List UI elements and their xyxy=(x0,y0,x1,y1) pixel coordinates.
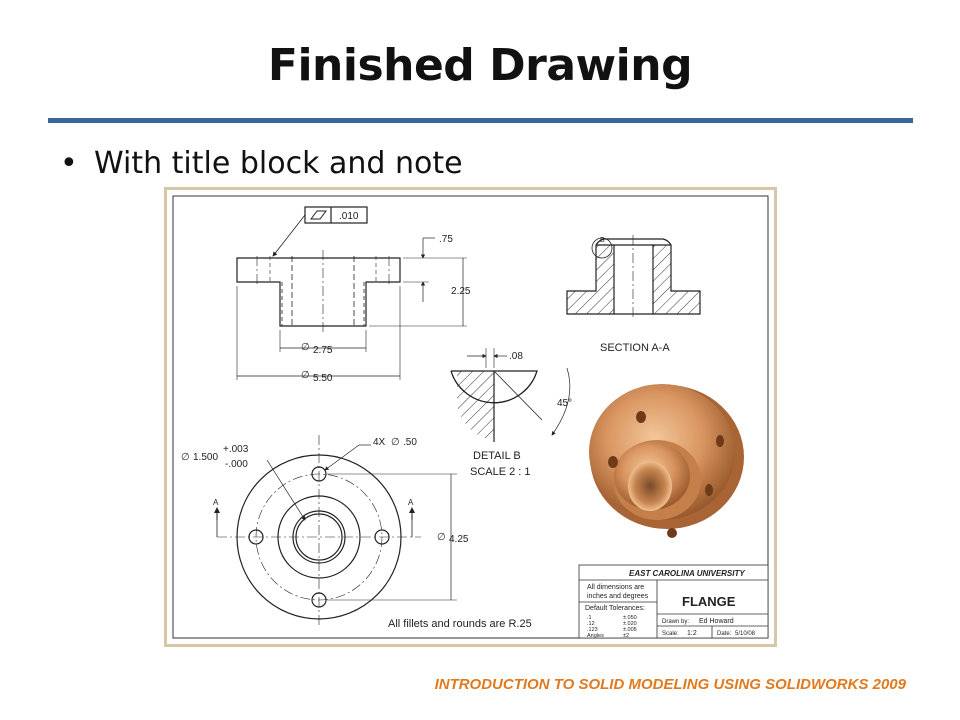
part-name: FLANGE xyxy=(682,594,736,609)
section-mark-left: A xyxy=(213,498,219,507)
section-label: SECTION A-A xyxy=(600,342,670,354)
tolerance-header: Default Tolerances: xyxy=(585,605,645,612)
date-value: 5/10/08 xyxy=(735,631,756,637)
bore-dia-symbol: ∅ xyxy=(181,452,190,463)
holes-count: 4X xyxy=(373,437,386,448)
tol-value-3: ±.005 xyxy=(623,627,637,633)
detail-chamfer-dim: .08 xyxy=(509,351,523,362)
bore-tol-minus: -.000 xyxy=(225,459,248,470)
title-divider xyxy=(48,118,913,123)
section-mark-right: A xyxy=(408,498,414,507)
drawing-sheet xyxy=(167,190,774,644)
tol-value-1: ±.050 xyxy=(623,615,637,621)
footer-text: INTRODUCTION TO SOLID MODELING USING SOLIDWORKS 2009 xyxy=(434,676,906,693)
top-view xyxy=(217,435,457,626)
detail-scale: SCALE 2 : 1 xyxy=(470,466,531,478)
dim-bore: 2.75 xyxy=(313,345,333,356)
tol-precision-2: .12 xyxy=(587,621,595,627)
dim-height: 2.25 xyxy=(451,286,471,297)
title-block-organization: EAST CAROLINA UNIVERSITY xyxy=(629,569,745,578)
dim-thickness: .75 xyxy=(439,234,453,245)
tol-precision-3: .123 xyxy=(587,627,598,633)
bore-dim: 1.500 xyxy=(193,452,219,463)
scale-value: 1:2 xyxy=(687,630,697,637)
bullet-text: With title block and note xyxy=(94,146,463,181)
bolt-circle-dim: 4.25 xyxy=(449,534,469,545)
scale-label: Scale: xyxy=(662,631,679,637)
slide-title: Finished Drawing xyxy=(267,40,693,91)
dim-outer: 5.50 xyxy=(313,373,333,384)
detail-view xyxy=(451,348,573,442)
dim-bore-symbol: ∅ xyxy=(301,342,310,353)
front-view xyxy=(237,207,467,380)
bullet-icon: • xyxy=(60,146,78,181)
date-label: Date: xyxy=(717,631,732,637)
dims-note-line1: All dimensions are xyxy=(587,584,645,591)
dim-outer-symbol: ∅ xyxy=(301,370,310,381)
detail-label: DETAIL B xyxy=(473,450,521,462)
section-view xyxy=(567,235,700,320)
tol-precision-4: Angles xyxy=(587,633,604,639)
bolt-circle-symbol: ∅ xyxy=(437,532,446,543)
drawn-by: Ed Howard xyxy=(699,618,734,625)
tol-value-4: ±2 xyxy=(623,633,630,639)
holes-dia: .50 xyxy=(403,437,417,448)
general-note: All fillets and rounds are R.25 xyxy=(388,618,532,630)
bore-tol-plus: +.003 xyxy=(223,444,249,455)
holes-dia-symbol: ∅ xyxy=(391,437,400,448)
tol-value-2: ±.020 xyxy=(623,621,637,627)
flatness-value: .010 xyxy=(339,211,359,222)
detail-marker: B xyxy=(600,237,605,244)
engineering-drawing xyxy=(164,187,777,647)
drawn-by-label: Drawn by: xyxy=(662,619,690,625)
flange-3d-render xyxy=(589,384,744,538)
tol-precision-1: .1 xyxy=(587,615,592,621)
detail-angle: 45° xyxy=(557,398,573,409)
dims-note-line2: inches and degrees xyxy=(587,593,649,600)
